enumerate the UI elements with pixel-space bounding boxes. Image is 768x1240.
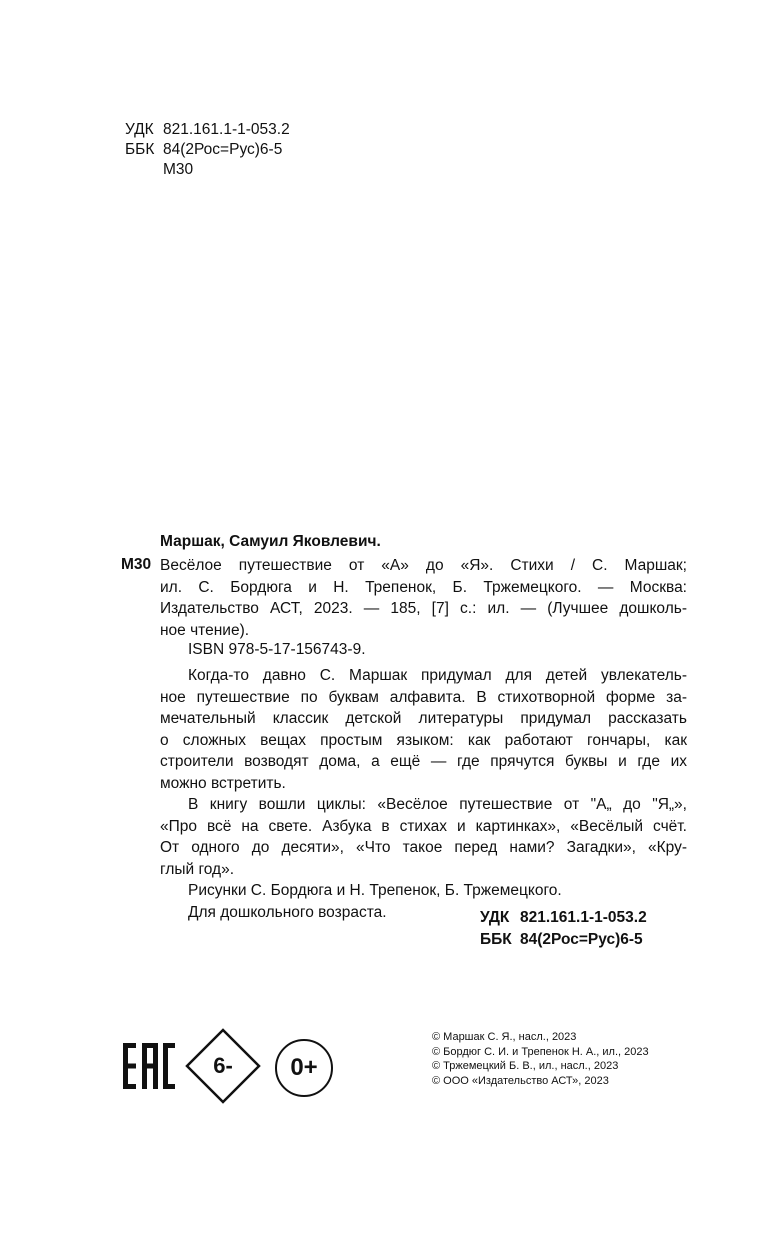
annotation-line: о сложных вещах простым языком: как работают гончары, как [160, 731, 687, 749]
bbk-row-bottom [480, 929, 647, 951]
bbk-value-bottom: 84(2Рос=Рус)6-5 [520, 931, 643, 948]
age-rating-label: 0+ [290, 1054, 318, 1081]
annotation-line: строители возводят дома, а ещё — где прячутся буквы и где их [160, 753, 687, 770]
contents [160, 794, 687, 880]
annotation [160, 665, 687, 794]
bib-line: ное чтение). [160, 621, 250, 639]
annotation-line: ное путешествие по буквам алфавита. В стихотворной форме за- [160, 688, 687, 706]
contents-line: глый год». [160, 860, 235, 878]
age-diamond-icon [185, 1028, 261, 1104]
copyright-line: © Бордюг С. И. и Трепенок Н. А., ил., 2023 [432, 1045, 649, 1058]
bib-line: ил. С. Бордюга и Н. Трепенок, Б. Тржемецкого. — Москва: [160, 578, 687, 596]
bib-line: Издательство АСТ, 2023. — 185, [7] с.: ил. — (Лучшее дошколь- [160, 600, 687, 617]
udk-label: УДК [125, 121, 154, 138]
contents-line: В книгу вошли циклы: «Весёлое путешествие от "А„ до "Я„», [188, 796, 687, 813]
udk-row [125, 120, 290, 140]
udk-row-bottom [480, 907, 647, 929]
author-heading: Маршак, Самуил Яковлевич. [160, 533, 381, 550]
cutter-mark: М30 [121, 556, 152, 573]
isbn-text: ISBN 978-5-17-156743-9. [188, 641, 366, 658]
bib-line: Весёлое путешествие от «А» до «Я». Стихи / С. Маршак; [160, 557, 687, 574]
classification-bottom [480, 907, 647, 951]
eac-mark-icon [123, 1043, 175, 1089]
age-rating-badge [275, 1039, 333, 1097]
illustrators-note: Рисунки С. Бордюга и Н. Трепенок, Б. Тржемецкого. [188, 882, 562, 899]
bbk-row [125, 140, 290, 160]
copyright-line: © Тржемецкий Б. В., ил., насл., 2023 [432, 1060, 619, 1073]
annotation-line: Когда-то давно С. Маршак придумал для детей увлекатель- [188, 667, 687, 684]
bbk-label-bottom: ББК [480, 931, 512, 948]
contents-line: «Про всё на свете. Азбука в стихах и картинках», «Весёлый счёт. [160, 817, 687, 835]
copyright-line: © Маршак С. Я., насл., 2023 [432, 1031, 577, 1043]
bbk-value: 84(2Рос=Рус)6-5 [163, 141, 283, 158]
isbn [160, 639, 687, 661]
classification-top [125, 120, 290, 180]
annotation-line: можно встретить. [160, 774, 286, 792]
udk-label-bottom: УДК [480, 909, 510, 926]
age-diamond-label: 6- [213, 1053, 233, 1078]
bibliographic-description [160, 555, 687, 641]
udk-value-bottom: 821.161.1-1-053.2 [520, 909, 647, 926]
cutter-code: М30 [163, 161, 194, 178]
annotation-line: мечательный классик детской литературы придумал рассказать [160, 710, 687, 727]
age-note: Для дошкольного возраста. [188, 903, 387, 921]
copyright-block [432, 1030, 649, 1088]
bbk-label: ББК [125, 141, 155, 158]
copyright-line: © ООО «Издательство АСТ», 2023 [432, 1074, 609, 1087]
contents-line: От одного до десяти», «Что такое перед нами? Загадки», «Кру- [160, 839, 687, 856]
udk-value: 821.161.1-1-053.2 [163, 121, 290, 138]
